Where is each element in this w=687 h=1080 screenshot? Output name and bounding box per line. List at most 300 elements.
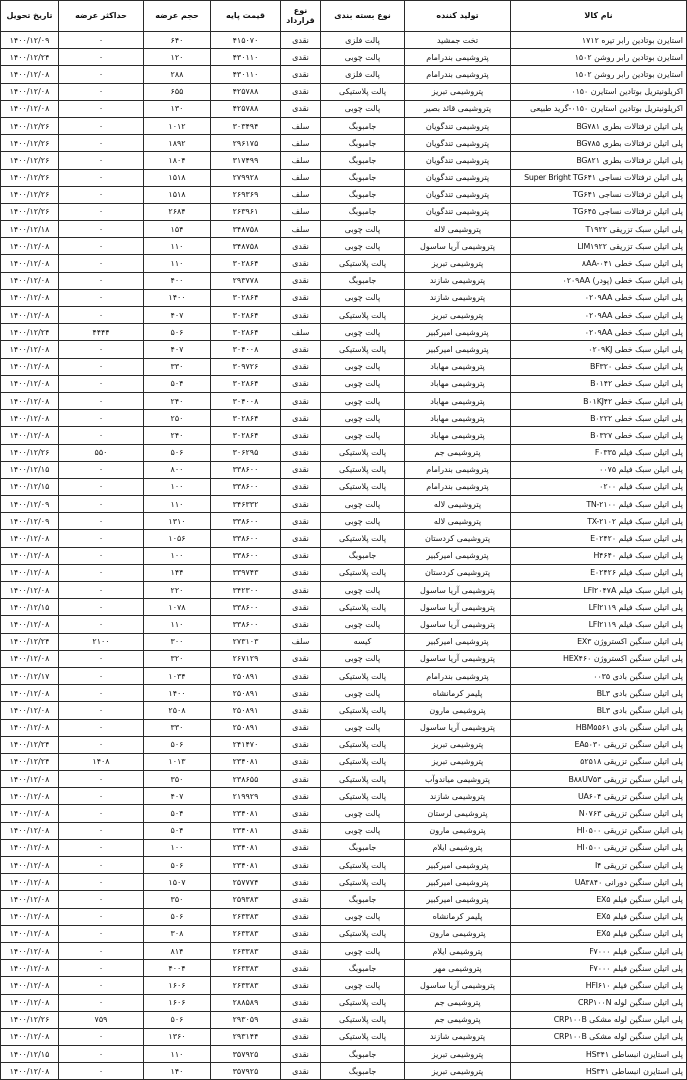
offer-volume-cell: ۲۵۰۸ — [144, 702, 211, 719]
producer-cell: پتروشیمی مهر — [405, 960, 511, 977]
packaging-type-cell: پالت پلاستیکی — [321, 564, 405, 581]
product-name-cell: پلی اتیلن سنگین لوله CRP۱۰۰N — [511, 994, 687, 1011]
base-price-cell: ۲۳۴۰۸۱ — [211, 805, 281, 822]
max-offer-cell: ۰ — [59, 822, 144, 839]
producer-cell: پتروشیمی تبریز — [405, 1063, 511, 1080]
producer-cell: پتروشیمی مهاباد — [405, 375, 511, 392]
contract-type-cell: نقدی — [281, 891, 321, 908]
header-contract-type: نوع قرارداد — [281, 1, 321, 32]
offer-volume-cell: ۲۴۰ — [144, 427, 211, 444]
contract-type-cell: نقدی — [281, 650, 321, 667]
product-name-cell: پلی اتیلن سبک فیلم LFI۲۱۱۹ — [511, 599, 687, 616]
contract-type-cell: نقدی — [281, 1063, 321, 1080]
delivery-date-cell: ۱۴۰۰/۱۲/۰۸ — [1, 547, 59, 564]
contract-type-cell: نقدی — [281, 255, 321, 272]
base-price-cell: ۲۹۳۷۷۸ — [211, 272, 281, 289]
base-price-cell: ۳۳۸۶۰۰ — [211, 599, 281, 616]
offer-volume-cell: ۵۰۶ — [144, 444, 211, 461]
packaging-type-cell: پالت چوبی — [321, 582, 405, 599]
packaging-type-cell: پالت پلاستیکی — [321, 736, 405, 753]
base-price-cell: ۴۳۰۱۱۰ — [211, 66, 281, 83]
base-price-cell: ۲۳۴۰۸۱ — [211, 839, 281, 856]
producer-cell: پتروشیمی لاله — [405, 221, 511, 238]
product-name-cell: پلی اتیلن سنگین بادی ۰۰۳۵ — [511, 667, 687, 684]
base-price-cell: ۴۱۵۰۷۰ — [211, 32, 281, 49]
base-price-cell: ۲۶۳۳۸۳ — [211, 908, 281, 925]
base-price-cell: ۲۹۶۱۷۵ — [211, 135, 281, 152]
offer-volume-cell: ۱۴۰ — [144, 1063, 211, 1080]
delivery-date-cell: ۱۴۰۰/۱۲/۲۶ — [1, 152, 59, 169]
contract-type-cell: نقدی — [281, 839, 321, 856]
offer-volume-cell: ۱۰۷۸ — [144, 599, 211, 616]
offer-volume-cell: ۳۵۰ — [144, 771, 211, 788]
packaging-type-cell: جامبوبگ — [321, 169, 405, 186]
delivery-date-cell: ۱۴۰۰/۱۲/۰۸ — [1, 341, 59, 358]
table-header — [1, 1, 687, 32]
product-name-cell: پلی استایرن انبساطی HS۳۴۱ — [511, 1046, 687, 1063]
base-price-cell: ۲۳۸۶۵۵ — [211, 771, 281, 788]
product-name-cell: اکریلونیتریل بوتادین استایرن ۰۱۵۰-گرید طبیعی — [511, 100, 687, 117]
product-name-cell: پلی اتیلن سنگین تزریقی UA۶۰۴ — [511, 788, 687, 805]
base-price-cell: ۳۳۸۶۰۰ — [211, 547, 281, 564]
product-name-cell: پلی اتیلن سنگین فیلم EX۵ — [511, 908, 687, 925]
table-row — [1, 960, 687, 977]
producer-cell: تخت جمشید — [405, 32, 511, 49]
header-base-price: قیمت پایه — [211, 1, 281, 32]
max-offer-cell: ۰ — [59, 255, 144, 272]
packaging-type-cell: جامبوبگ — [321, 1046, 405, 1063]
producer-cell: پتروشیمی تندگویان — [405, 152, 511, 169]
offer-volume-cell: ۱۵۰۷ — [144, 874, 211, 891]
max-offer-cell: ۰ — [59, 461, 144, 478]
base-price-cell: ۳۰۴۰۰۸ — [211, 392, 281, 409]
delivery-date-cell: ۱۴۰۰/۱۲/۰۸ — [1, 564, 59, 581]
offer-volume-cell: ۴۰۰ — [144, 272, 211, 289]
header-product-name: نام کالا — [511, 1, 687, 32]
delivery-date-cell: ۱۴۰۰/۱۲/۰۸ — [1, 255, 59, 272]
max-offer-cell: ۰ — [59, 307, 144, 324]
packaging-type-cell: پالت چوبی — [321, 410, 405, 427]
delivery-date-cell: ۱۴۰۰/۱۲/۱۵ — [1, 461, 59, 478]
header-max-offer: حداکثر عرضه — [59, 1, 144, 32]
table-row — [1, 582, 687, 599]
product-name-cell: پلی اتیلن سبک فیلم H۴۶۴۰ — [511, 547, 687, 564]
contract-type-cell: نقدی — [281, 289, 321, 306]
base-price-cell: ۲۱۹۹۲۹ — [211, 788, 281, 805]
packaging-type-cell: پالت پلاستیکی — [321, 994, 405, 1011]
delivery-date-cell: ۱۴۰۰/۱۲/۰۸ — [1, 1063, 59, 1080]
max-offer-cell: ۰ — [59, 650, 144, 667]
packaging-type-cell: پالت پلاستیکی — [321, 530, 405, 547]
producer-cell: پتروشیمی تبریز — [405, 1046, 511, 1063]
product-name-cell: پلی اتیلن ترفتالات بطری BG۸۲۱ — [511, 152, 687, 169]
offer-volume-cell: ۱۱۰ — [144, 1046, 211, 1063]
delivery-date-cell: ۱۴۰۰/۱۲/۲۶ — [1, 117, 59, 134]
packaging-type-cell: پالت چوبی — [321, 496, 405, 513]
producer-cell: پتروشیمی شازند — [405, 289, 511, 306]
offer-volume-cell: ۱۰۰ — [144, 547, 211, 564]
offer-volume-cell: ۱۰۳۴ — [144, 667, 211, 684]
contract-type-cell: نقدی — [281, 427, 321, 444]
max-offer-cell: ۰ — [59, 719, 144, 736]
offer-volume-cell: ۱۵۱۸ — [144, 186, 211, 203]
contract-type-cell: نقدی — [281, 83, 321, 100]
producer-cell: پتروشیمی بندرامام — [405, 49, 511, 66]
base-price-cell: ۲۵۰۸۹۱ — [211, 719, 281, 736]
producer-cell: پتروشیمی جم — [405, 1011, 511, 1028]
contract-type-cell: سلف — [281, 324, 321, 341]
delivery-date-cell: ۱۴۰۰/۱۲/۰۸ — [1, 83, 59, 100]
base-price-cell: ۲۶۳۳۸۳ — [211, 960, 281, 977]
table-row — [1, 66, 687, 83]
producer-cell: پتروشیمی تبریز — [405, 83, 511, 100]
contract-type-cell: نقدی — [281, 530, 321, 547]
delivery-date-cell: ۱۴۰۰/۱۲/۰۸ — [1, 66, 59, 83]
producer-cell: پتروشیمی تبریز — [405, 307, 511, 324]
max-offer-cell: ۰ — [59, 32, 144, 49]
delivery-date-cell: ۱۴۰۰/۱۲/۲۶ — [1, 444, 59, 461]
base-price-cell: ۲۵۰۸۹۱ — [211, 685, 281, 702]
offer-volume-cell: ۵۰۴ — [144, 805, 211, 822]
base-price-cell: ۲۵۰۸۹۱ — [211, 667, 281, 684]
product-name-cell: پلی اتیلن سنگین تزریقی HI۰۵۰۰ — [511, 822, 687, 839]
offer-volume-cell: ۱۳۶۰ — [144, 1028, 211, 1045]
packaging-type-cell: پالت چوبی — [321, 100, 405, 117]
producer-cell: پتروشیمی مهاباد — [405, 410, 511, 427]
contract-type-cell: نقدی — [281, 238, 321, 255]
product-name-cell: پلی اتیلن سنگین اکستروژن HEX۴۶۰ — [511, 650, 687, 667]
delivery-date-cell: ۱۴۰۰/۱۲/۰۸ — [1, 427, 59, 444]
contract-type-cell: نقدی — [281, 32, 321, 49]
base-price-cell: ۳۱۷۴۹۹ — [211, 152, 281, 169]
delivery-date-cell: ۱۴۰۰/۱۲/۰۹ — [1, 32, 59, 49]
delivery-date-cell: ۱۴۰۰/۱۲/۰۹ — [1, 496, 59, 513]
product-name-cell: پلی اتیلن سبک فیلم TN-۲۱۰۰ — [511, 496, 687, 513]
max-offer-cell: ۴۴۴۴ — [59, 324, 144, 341]
delivery-date-cell: ۱۴۰۰/۱۲/۰۸ — [1, 410, 59, 427]
delivery-date-cell: ۱۴۰۰/۱۲/۱۵ — [1, 478, 59, 495]
contract-type-cell: نقدی — [281, 341, 321, 358]
table-row — [1, 891, 687, 908]
packaging-type-cell: پالت چوبی — [321, 942, 405, 959]
max-offer-cell: ۰ — [59, 341, 144, 358]
table-row — [1, 994, 687, 1011]
max-offer-cell: ۰ — [59, 599, 144, 616]
product-name-cell: پلی اتیلن سبک خطی B۰۳۲۷ — [511, 427, 687, 444]
base-price-cell: ۲۵۹۳۸۳ — [211, 891, 281, 908]
delivery-date-cell: ۱۴۰۰/۱۲/۲۴ — [1, 736, 59, 753]
contract-type-cell: نقدی — [281, 410, 321, 427]
delivery-date-cell: ۱۴۰۰/۱۲/۲۶ — [1, 1011, 59, 1028]
product-name-cell: پلی اتیلن سنگین لوله مشکی CRP۱۰۰B — [511, 1028, 687, 1045]
delivery-date-cell: ۱۴۰۰/۱۲/۰۸ — [1, 1028, 59, 1045]
base-price-cell: ۳۳۸۶۰۰ — [211, 513, 281, 530]
delivery-date-cell: ۱۴۰۰/۱۲/۰۹ — [1, 513, 59, 530]
producer-cell: پتروشیمی لاله — [405, 496, 511, 513]
packaging-type-cell: پالت چوبی — [321, 375, 405, 392]
product-name-cell: پلی اتیلن سبک خطی ۰۲۰۹AA — [511, 307, 687, 324]
table-row — [1, 942, 687, 959]
contract-type-cell: نقدی — [281, 307, 321, 324]
packaging-type-cell: پالت پلاستیکی — [321, 461, 405, 478]
max-offer-cell: ۰ — [59, 83, 144, 100]
delivery-date-cell: ۱۴۰۰/۱۲/۰۸ — [1, 685, 59, 702]
packaging-type-cell: جامبوبگ — [321, 960, 405, 977]
delivery-date-cell: ۱۴۰۰/۱۲/۰۸ — [1, 100, 59, 117]
contract-type-cell: نقدی — [281, 49, 321, 66]
table-row — [1, 702, 687, 719]
contract-type-cell: نقدی — [281, 1046, 321, 1063]
max-offer-cell: ۰ — [59, 169, 144, 186]
product-name-cell: پلی اتیلن سبک خطی ۰۴۱-۸AA — [511, 255, 687, 272]
offer-volume-cell: ۲۵۰ — [144, 410, 211, 427]
table-row — [1, 238, 687, 255]
product-name-cell: استایرن بوتادین رابر تیره ۱۷۱۲ — [511, 32, 687, 49]
producer-cell: پتروشیمی تندگویان — [405, 186, 511, 203]
delivery-date-cell: ۱۴۰۰/۱۲/۰۸ — [1, 822, 59, 839]
delivery-date-cell: ۱۴۰۰/۱۲/۰۸ — [1, 530, 59, 547]
offer-volume-cell: ۶۵۵ — [144, 83, 211, 100]
delivery-date-cell: ۱۴۰۰/۱۲/۰۸ — [1, 375, 59, 392]
max-offer-cell: ۰ — [59, 117, 144, 134]
packaging-type-cell: پالت پلاستیکی — [321, 857, 405, 874]
contract-type-cell: نقدی — [281, 960, 321, 977]
packaging-type-cell: پالت پلاستیکی — [321, 1028, 405, 1045]
base-price-cell: ۲۶۳۳۸۳ — [211, 977, 281, 994]
delivery-date-cell: ۱۴۰۰/۱۲/۰۸ — [1, 616, 59, 633]
delivery-date-cell: ۱۴۰۰/۱۲/۰۸ — [1, 925, 59, 942]
packaging-type-cell: جامبوبگ — [321, 547, 405, 564]
product-name-cell: پلی اتیلن سبک فیلم LFI۲۱۱۹ — [511, 616, 687, 633]
producer-cell: پتروشیمی بندرامام — [405, 667, 511, 684]
product-name-cell: پلی اتیلن سبک خطی ۰۲۰۹AA — [511, 324, 687, 341]
product-name-cell: استایرن بوتادین رابر روشن ۱۵۰۲ — [511, 66, 687, 83]
offer-volume-cell: ۴۰۷ — [144, 341, 211, 358]
max-offer-cell: ۰ — [59, 358, 144, 375]
producer-cell: پتروشیمی تندگویان — [405, 117, 511, 134]
table-row — [1, 410, 687, 427]
table-row — [1, 83, 687, 100]
base-price-cell: ۳۰۲۸۶۴ — [211, 255, 281, 272]
product-name-cell: پلی اتیلن ترفتالات نساجی Super Bright TG۶۴۱ — [511, 169, 687, 186]
base-price-cell: ۳۰۲۸۶۴ — [211, 289, 281, 306]
max-offer-cell: ۰ — [59, 736, 144, 753]
offer-volume-cell: ۱۲۰ — [144, 49, 211, 66]
producer-cell: پتروشیمی مارون — [405, 822, 511, 839]
contract-type-cell: نقدی — [281, 977, 321, 994]
table-row — [1, 530, 687, 547]
producer-cell: پتروشیمی جم — [405, 994, 511, 1011]
packaging-type-cell: پالت چوبی — [321, 392, 405, 409]
delivery-date-cell: ۱۴۰۰/۱۲/۰۸ — [1, 942, 59, 959]
base-price-cell: ۳۰۳۴۹۴ — [211, 117, 281, 134]
product-name-cell: پلی اتیلن سنگین تزریقی HI۰۵۰۰ — [511, 839, 687, 856]
base-price-cell: ۲۳۴۰۸۱ — [211, 857, 281, 874]
contract-type-cell: نقدی — [281, 564, 321, 581]
contract-type-cell: نقدی — [281, 788, 321, 805]
delivery-date-cell: ۱۴۰۰/۱۲/۰۸ — [1, 908, 59, 925]
contract-type-cell: سلف — [281, 221, 321, 238]
base-price-cell: ۳۰۲۸۶۴ — [211, 375, 281, 392]
producer-cell: پتروشیمی تبریز — [405, 753, 511, 770]
product-name-cell: پلی اتیلن سبک خطی B۰۲۲۲ — [511, 410, 687, 427]
producer-cell: پتروشیمی بندرامام — [405, 66, 511, 83]
max-offer-cell: ۵۵۰ — [59, 444, 144, 461]
packaging-type-cell: پالت چوبی — [321, 358, 405, 375]
base-price-cell: ۳۵۷۹۲۵ — [211, 1063, 281, 1080]
max-offer-cell: ۰ — [59, 203, 144, 220]
table-row — [1, 444, 687, 461]
packaging-type-cell: پالت پلاستیکی — [321, 478, 405, 495]
base-price-cell: ۲۵۰۸۹۱ — [211, 702, 281, 719]
delivery-date-cell: ۱۴۰۰/۱۲/۰۸ — [1, 994, 59, 1011]
product-name-cell: پلی اتیلن سبک خطی ۰۲۰۹AA — [511, 289, 687, 306]
offer-volume-cell: ۱۰۱۳ — [144, 753, 211, 770]
offer-volume-cell: ۱۴۰۰ — [144, 685, 211, 702]
max-offer-cell: ۰ — [59, 805, 144, 822]
offer-volume-cell: ۴۰۷ — [144, 307, 211, 324]
delivery-date-cell: ۱۴۰۰/۱۲/۰۸ — [1, 650, 59, 667]
producer-cell: پتروشیمی مارون — [405, 925, 511, 942]
producer-cell: پتروشیمی جم — [405, 444, 511, 461]
max-offer-cell: ۰ — [59, 942, 144, 959]
packaging-type-cell: پالت چوبی — [321, 513, 405, 530]
delivery-date-cell: ۱۴۰۰/۱۲/۰۸ — [1, 289, 59, 306]
delivery-date-cell: ۱۴۰۰/۱۲/۰۸ — [1, 238, 59, 255]
table-row — [1, 719, 687, 736]
table-row — [1, 513, 687, 530]
offer-volume-cell: ۵۰۶ — [144, 1011, 211, 1028]
delivery-date-cell: ۱۴۰۰/۱۲/۰۸ — [1, 358, 59, 375]
delivery-date-cell: ۱۴۰۰/۱۲/۲۶ — [1, 203, 59, 220]
table-row — [1, 358, 687, 375]
table-row — [1, 1011, 687, 1028]
packaging-type-cell: پالت پلاستیکی — [321, 444, 405, 461]
base-price-cell: ۳۰۴۰۰۸ — [211, 341, 281, 358]
table-row — [1, 341, 687, 358]
offer-volume-cell: ۱۴۰۰ — [144, 289, 211, 306]
table-row — [1, 289, 687, 306]
offer-volume-cell: ۲۸۸ — [144, 66, 211, 83]
contract-type-cell: نقدی — [281, 358, 321, 375]
max-offer-cell: ۰ — [59, 1063, 144, 1080]
base-price-cell: ۲۳۴۰۸۱ — [211, 822, 281, 839]
producer-cell: پتروشیمی بندرامام — [405, 478, 511, 495]
contract-type-cell: نقدی — [281, 925, 321, 942]
table-row — [1, 685, 687, 702]
max-offer-cell: ۷۵۹ — [59, 1011, 144, 1028]
packaging-type-cell: پالت چوبی — [321, 650, 405, 667]
table-row — [1, 375, 687, 392]
base-price-cell: ۳۳۸۶۰۰ — [211, 461, 281, 478]
offer-volume-cell: ۲۶۸۴ — [144, 203, 211, 220]
contract-type-cell: سلف — [281, 169, 321, 186]
base-price-cell: ۲۷۳۱۰۳ — [211, 633, 281, 650]
packaging-type-cell: جامبوبگ — [321, 203, 405, 220]
max-offer-cell: ۰ — [59, 977, 144, 994]
contract-type-cell: سلف — [281, 117, 321, 134]
producer-cell: پتروشیمی امیرکبیر — [405, 891, 511, 908]
max-offer-cell: ۰ — [59, 66, 144, 83]
product-name-cell: پلی اتیلن سنگین بادی BL۳ — [511, 685, 687, 702]
contract-type-cell: نقدی — [281, 66, 321, 83]
contract-type-cell: نقدی — [281, 994, 321, 1011]
base-price-cell: ۳۴۶۳۳۲ — [211, 496, 281, 513]
producer-cell: پتروشیمی ایلام — [405, 942, 511, 959]
contract-type-cell: نقدی — [281, 444, 321, 461]
base-price-cell: ۳۳۸۶۰۰ — [211, 616, 281, 633]
packaging-type-cell: جامبوبگ — [321, 272, 405, 289]
offer-volume-cell: ۵۰۶ — [144, 736, 211, 753]
base-price-cell: ۳۰۹۷۲۶ — [211, 358, 281, 375]
delivery-date-cell: ۱۴۰۰/۱۲/۰۸ — [1, 702, 59, 719]
packaging-type-cell: جامبوبگ — [321, 839, 405, 856]
producer-cell: پتروشیمی تبریز — [405, 736, 511, 753]
table-row — [1, 272, 687, 289]
product-name-cell: پلی اتیلن سبک خطی B۰۱KJ۴۲ — [511, 392, 687, 409]
max-offer-cell: ۰ — [59, 513, 144, 530]
contract-type-cell: نقدی — [281, 805, 321, 822]
offer-volume-cell: ۵۰۶ — [144, 908, 211, 925]
offer-volume-cell: ۵۰۴ — [144, 375, 211, 392]
product-name-cell: پلی اتیلن سنگین بادی HBM۵۵۶۱ — [511, 719, 687, 736]
delivery-date-cell: ۱۴۰۰/۱۲/۰۸ — [1, 805, 59, 822]
packaging-type-cell: پالت پلاستیکی — [321, 925, 405, 942]
header-producer: تولید کننده — [405, 1, 511, 32]
contract-type-cell: نقدی — [281, 461, 321, 478]
offer-volume-cell: ۳۰۰ — [144, 633, 211, 650]
packaging-type-cell: جامبوبگ — [321, 135, 405, 152]
table-row — [1, 461, 687, 478]
max-offer-cell: ۰ — [59, 238, 144, 255]
max-offer-cell: ۰ — [59, 788, 144, 805]
product-name-cell: پلی اتیلن سبک فیلم E۰۲۴۲۰ — [511, 530, 687, 547]
table-row — [1, 925, 687, 942]
contract-type-cell: نقدی — [281, 908, 321, 925]
table-row — [1, 221, 687, 238]
max-offer-cell: ۰ — [59, 582, 144, 599]
table-row — [1, 788, 687, 805]
max-offer-cell: ۰ — [59, 874, 144, 891]
max-offer-cell: ۰ — [59, 564, 144, 581]
delivery-date-cell: ۱۴۰۰/۱۲/۰۸ — [1, 857, 59, 874]
producer-cell: پتروشیمی لرستان — [405, 805, 511, 822]
producer-cell: پتروشیمی آریا ساسول — [405, 582, 511, 599]
producer-cell: پتروشیمی امیرکبیر — [405, 547, 511, 564]
offer-volume-cell: ۱۱۰ — [144, 616, 211, 633]
product-name-cell: پلی اتیلن سنگین اکستروژن EX۳ — [511, 633, 687, 650]
packaging-type-cell: پالت چوبی — [321, 238, 405, 255]
offer-volume-cell: ۱۱۰ — [144, 238, 211, 255]
delivery-date-cell: ۱۴۰۰/۱۲/۲۴ — [1, 633, 59, 650]
max-offer-cell: ۰ — [59, 547, 144, 564]
packaging-type-cell: پالت چوبی — [321, 221, 405, 238]
product-name-cell: پلی اتیلن سبک فیلم TX-۲۱۰۲ — [511, 513, 687, 530]
base-price-cell: ۳۵۷۹۲۵ — [211, 1046, 281, 1063]
max-offer-cell: ۰ — [59, 616, 144, 633]
contract-type-cell: نقدی — [281, 375, 321, 392]
delivery-date-cell: ۱۴۰۰/۱۲/۲۶ — [1, 186, 59, 203]
offer-volume-cell: ۱۴۴ — [144, 564, 211, 581]
table-body — [1, 32, 687, 1080]
base-price-cell: ۳۴۸۷۵۸ — [211, 221, 281, 238]
table-row — [1, 616, 687, 633]
product-name-cell: پلی اتیلن سبک خطی BF۳۲۰ — [511, 358, 687, 375]
producer-cell: پتروشیمی مهاباد — [405, 358, 511, 375]
product-name-cell: پلی اتیلن سنگین بادی BL۳ — [511, 702, 687, 719]
delivery-date-cell: ۱۴۰۰/۱۲/۱۵ — [1, 599, 59, 616]
base-price-cell: ۲۷۹۹۲۸ — [211, 169, 281, 186]
